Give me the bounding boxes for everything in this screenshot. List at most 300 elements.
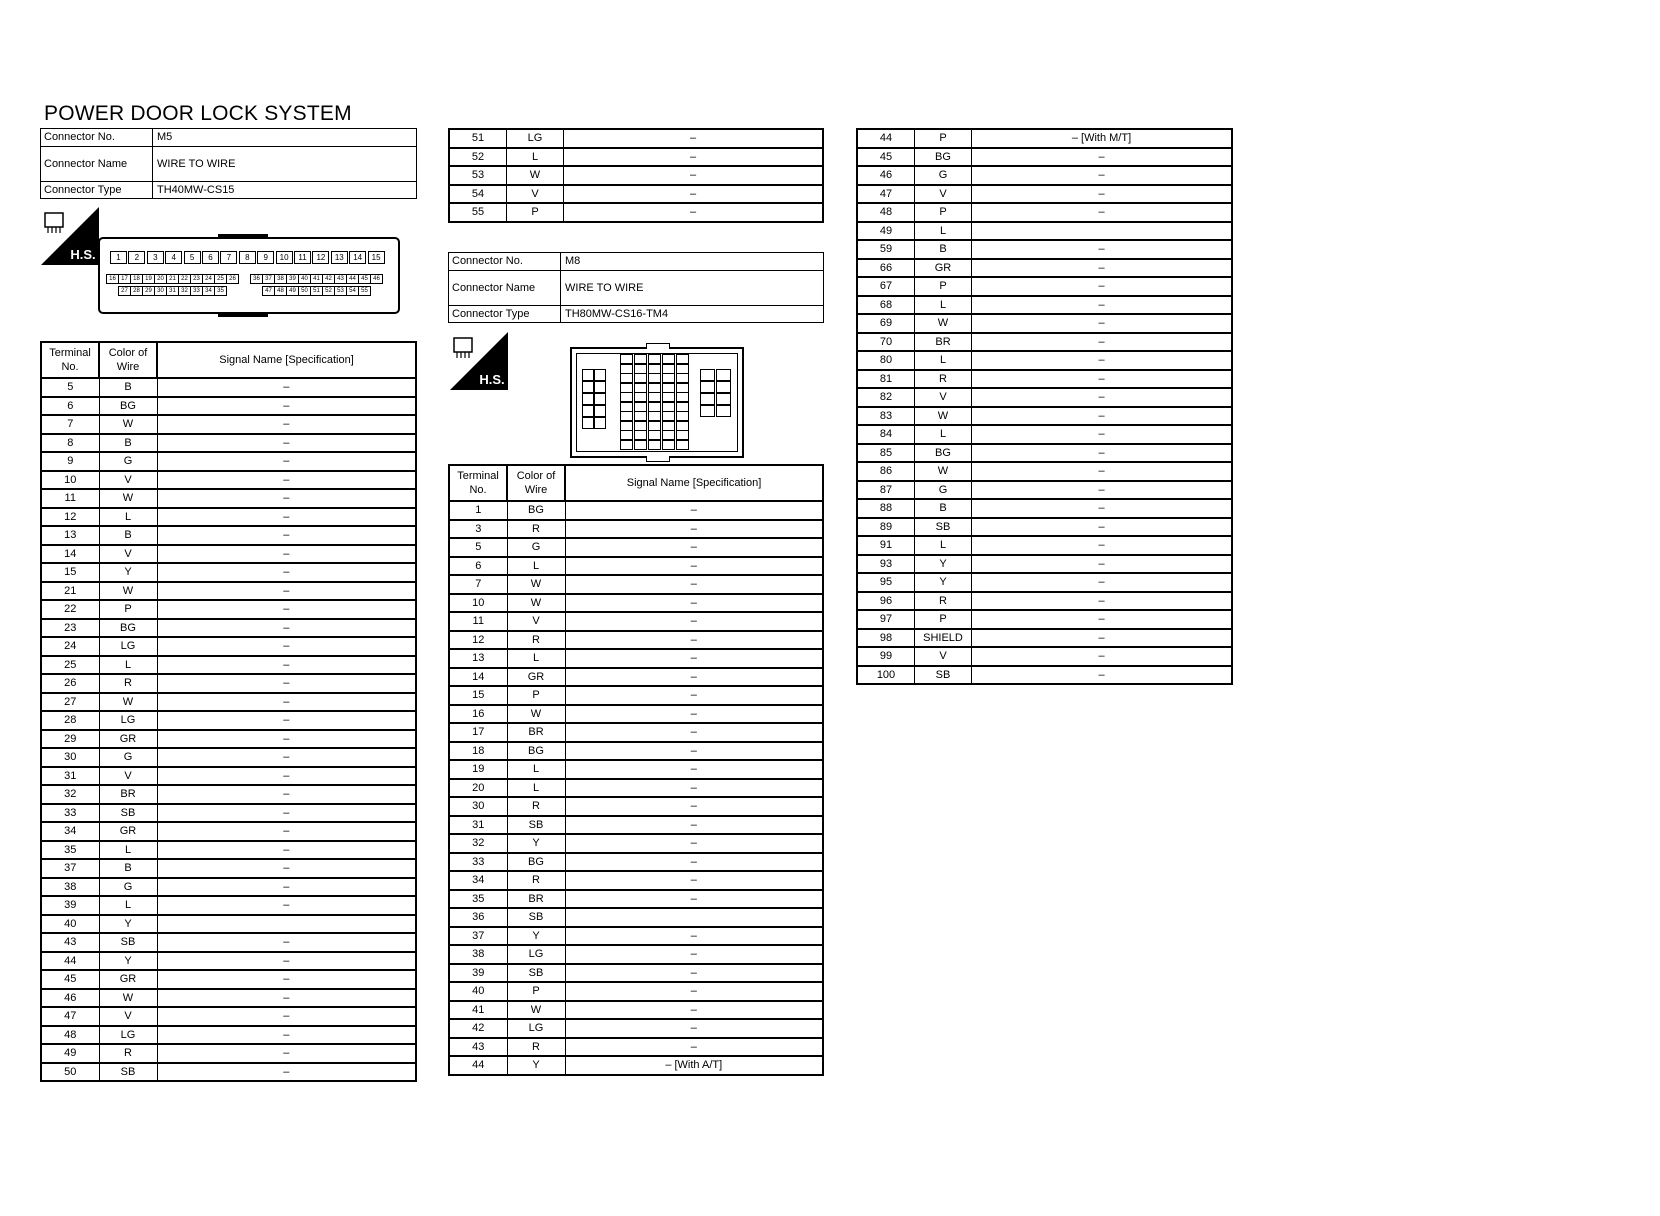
table-row: [41, 619, 416, 638]
terminal-no-cell: 100: [857, 666, 915, 685]
wire-color-header: Color of Wire: [507, 465, 565, 501]
table-row: [41, 656, 416, 675]
connector-pin: 54: [346, 286, 359, 296]
m8-connector-info: [448, 252, 824, 323]
connector-pin: 5: [184, 251, 201, 264]
wire-color-cell: L: [915, 222, 972, 241]
wire-color-cell: L: [915, 425, 972, 444]
connector-latch: [218, 234, 268, 239]
terminal-no-cell: 9: [41, 452, 99, 471]
wire-color-cell: BG: [99, 619, 157, 638]
terminal-no-header: Terminal No.: [41, 342, 99, 378]
connector-cavity: [634, 364, 647, 374]
signal-name-cell: –: [972, 259, 1233, 278]
wire-color-cell: P: [915, 610, 972, 629]
terminal-no-cell: 12: [41, 508, 99, 527]
wire-color-cell: SB: [99, 804, 157, 823]
connector-no-label: Connector No.: [449, 253, 561, 271]
connector-cavity: [634, 373, 647, 383]
wire-color-cell: GR: [99, 730, 157, 749]
connector-cavity: [620, 440, 633, 450]
signal-name-cell: –: [157, 600, 416, 619]
wire-color-cell: L: [507, 557, 565, 576]
signal-name-cell: –: [157, 656, 416, 675]
signal-name-cell: –: [972, 185, 1233, 204]
connector-pin: 52: [322, 286, 335, 296]
terminal-no-cell: 87: [857, 481, 915, 500]
m8-table-header: [449, 465, 823, 501]
connector-pin: 9: [257, 251, 274, 264]
table-row: [449, 779, 823, 798]
signal-name-cell: –: [972, 351, 1233, 370]
terminal-no-cell: 38: [41, 878, 99, 897]
signal-name-cell: –: [565, 538, 823, 557]
connector-pin: 1: [110, 251, 127, 264]
wire-color-cell: LG: [507, 1019, 565, 1038]
signal-name-cell: –: [157, 637, 416, 656]
connector-cavity: [716, 405, 731, 417]
wire-color-cell: GR: [99, 822, 157, 841]
signal-name-cell: –: [157, 508, 416, 527]
connector-cavity: [700, 405, 715, 417]
wire-color-cell: G: [99, 748, 157, 767]
table-row: [449, 203, 823, 222]
signal-name-cell: –: [565, 594, 823, 613]
wire-color-cell: R: [915, 370, 972, 389]
table-row: [41, 933, 416, 952]
signal-name-cell: –: [157, 933, 416, 952]
terminal-no-cell: 16: [449, 705, 507, 724]
connector-pin: 20: [154, 274, 167, 284]
terminal-no-cell: 5: [41, 378, 99, 397]
signal-name-cell: –: [157, 693, 416, 712]
terminal-no-cell: 37: [41, 859, 99, 878]
table-row: [857, 314, 1232, 333]
connector-cavity: [662, 392, 675, 402]
terminal-no-cell: 40: [449, 982, 507, 1001]
connector-cavity: [662, 411, 675, 421]
terminal-no-cell: 47: [41, 1007, 99, 1026]
table-row: [41, 415, 416, 434]
connector-cavity: [634, 402, 647, 412]
signal-name-cell: –: [565, 779, 823, 798]
table-row: [41, 693, 416, 712]
table-row: [857, 296, 1232, 315]
table-row: [449, 1038, 823, 1057]
wire-color-cell: L: [915, 536, 972, 555]
terminal-no-cell: 36: [449, 908, 507, 927]
connector-cavity: [648, 392, 661, 402]
connector-pin: 49: [286, 286, 299, 296]
table-row: [449, 649, 823, 668]
wire-color-cell: W: [507, 166, 564, 185]
wire-color-cell: B: [915, 240, 972, 259]
table-row: [41, 748, 416, 767]
terminal-no-cell: 55: [449, 203, 507, 222]
connector-cavity: [662, 364, 675, 374]
wire-color-cell: SB: [507, 964, 565, 983]
terminal-no-cell: 24: [41, 637, 99, 656]
connector-cavity: [676, 364, 689, 374]
connector-cavity: [662, 354, 675, 364]
signal-name-cell: –: [564, 166, 824, 185]
connector-pin: 19: [142, 274, 155, 284]
table-row: [449, 594, 823, 613]
table-row: [41, 841, 416, 860]
signal-name-cell: –: [565, 668, 823, 687]
connector-cavity: [594, 393, 606, 405]
signal-name-cell: –: [157, 452, 416, 471]
wire-color-cell: W: [915, 462, 972, 481]
wire-color-cell: L: [915, 296, 972, 315]
terminal-no-cell: 50: [41, 1063, 99, 1082]
connector-pin: 36: [250, 274, 263, 284]
wire-color-cell: P: [507, 982, 565, 1001]
signal-name-cell: –: [972, 573, 1233, 592]
m5-connector-type: TH40MW-CS15: [153, 181, 417, 199]
table-row: [857, 462, 1232, 481]
signal-name-cell: –: [157, 378, 416, 397]
connector-cavity: [676, 392, 689, 402]
wire-color-cell: Y: [99, 915, 157, 934]
table-row: [857, 555, 1232, 574]
table-row: [449, 129, 823, 148]
connector-pin: 46: [370, 274, 383, 284]
signal-name-cell: –: [972, 555, 1233, 574]
wire-color-cell: LG: [99, 1026, 157, 1045]
wire-color-cell: V: [915, 388, 972, 407]
connector-cavity: [662, 430, 675, 440]
terminal-no-cell: 7: [449, 575, 507, 594]
terminal-no-cell: 54: [449, 185, 507, 204]
wire-color-cell: V: [915, 647, 972, 666]
signal-name-cell: –: [565, 982, 823, 1001]
signal-name-cell: –: [972, 314, 1233, 333]
svg-text:H.S.: H.S.: [479, 372, 505, 387]
connector-pin: 34: [202, 286, 215, 296]
signal-name-cell: –: [157, 730, 416, 749]
table-row: [857, 666, 1232, 685]
signal-name-header: Signal Name [Specification]: [565, 465, 823, 501]
terminal-no-cell: 88: [857, 499, 915, 518]
table-row: [857, 185, 1232, 204]
connector-pin: 13: [331, 251, 348, 264]
connector-cavity: [676, 430, 689, 440]
connector-pin: 8: [239, 251, 256, 264]
wire-color-cell: R: [507, 871, 565, 890]
terminal-no-cell: 30: [41, 748, 99, 767]
connector-pin: 17: [118, 274, 131, 284]
wire-color-cell: W: [99, 489, 157, 508]
signal-name-cell: –: [972, 666, 1233, 685]
connector-cavity: [676, 373, 689, 383]
signal-name-cell: –: [565, 1019, 823, 1038]
terminal-no-cell: 49: [857, 222, 915, 241]
wire-color-cell: SHIELD: [915, 629, 972, 648]
wire-color-cell: BG: [507, 501, 565, 520]
signal-name-cell: –: [157, 1063, 416, 1082]
table-row: [449, 520, 823, 539]
connector-pin: 47: [262, 286, 275, 296]
terminal-no-cell: 18: [449, 742, 507, 761]
table-row: [449, 166, 823, 185]
terminal-no-cell: 41: [449, 1001, 507, 1020]
connector-cavity: [648, 402, 661, 412]
connector-cavity: [676, 411, 689, 421]
connector-cavity: [620, 383, 633, 393]
connector-cavity: [700, 369, 715, 381]
connector-pin: 14: [349, 251, 366, 264]
terminal-no-cell: 51: [449, 129, 507, 148]
wire-color-cell: R: [915, 592, 972, 611]
signal-name-cell: –: [564, 203, 824, 222]
signal-name-cell: –: [565, 760, 823, 779]
signal-name-cell: –: [972, 240, 1233, 259]
table-row: [449, 185, 823, 204]
connector-pin: 43: [334, 274, 347, 284]
signal-name-cell: –: [565, 742, 823, 761]
wire-color-cell: R: [99, 674, 157, 693]
connector-cavity: [620, 373, 633, 383]
terminal-no-cell: 31: [449, 816, 507, 835]
table-row: [449, 575, 823, 594]
m5-terminal-table-continued: [448, 128, 824, 223]
wire-color-cell: L: [99, 508, 157, 527]
terminal-no-cell: 96: [857, 592, 915, 611]
signal-name-cell: –: [157, 397, 416, 416]
terminal-no-cell: 35: [41, 841, 99, 860]
connector-pin: 33: [190, 286, 203, 296]
signal-name-cell: –: [565, 797, 823, 816]
table-row: [449, 742, 823, 761]
wire-color-cell: R: [507, 797, 565, 816]
m5-connector-type-row: [41, 181, 417, 199]
table-row: [41, 600, 416, 619]
table-row: [41, 804, 416, 823]
terminal-no-cell: 39: [41, 896, 99, 915]
connector-pin: 44: [346, 274, 359, 284]
connector-pin: 10: [276, 251, 293, 264]
table-row: [857, 259, 1232, 278]
signal-name-cell: –: [157, 674, 416, 693]
connector-cavity: [648, 440, 661, 450]
signal-name-cell: –: [157, 489, 416, 508]
table-row: [41, 674, 416, 693]
connector-pin: 6: [202, 251, 219, 264]
connector-pin: 27: [118, 286, 131, 296]
connector-pin: 30: [154, 286, 167, 296]
connector-cavity: [676, 402, 689, 412]
table-row: [41, 378, 416, 397]
wire-color-cell: BG: [915, 148, 972, 167]
signal-name-cell: –: [565, 686, 823, 705]
terminal-no-cell: 80: [857, 351, 915, 370]
terminal-no-cell: 14: [41, 545, 99, 564]
signal-name-cell: –: [565, 816, 823, 835]
wire-color-cell: GR: [99, 970, 157, 989]
table-row: [41, 989, 416, 1008]
wire-color-cell: V: [99, 471, 157, 490]
wire-color-cell: B: [99, 526, 157, 545]
connector-cavity: [716, 381, 731, 393]
table-row: [857, 407, 1232, 426]
wire-color-cell: W: [915, 407, 972, 426]
signal-name-cell: –: [565, 834, 823, 853]
connector-cavity: [620, 392, 633, 402]
terminal-no-cell: 49: [41, 1044, 99, 1063]
table-row: [449, 871, 823, 890]
connector-pin: 48: [274, 286, 287, 296]
table-row: [41, 859, 416, 878]
table-row: [857, 592, 1232, 611]
signal-name-cell: –: [565, 649, 823, 668]
signal-name-cell: –: [564, 129, 824, 148]
signal-name-cell: –: [157, 989, 416, 1008]
connector-pin: 35: [214, 286, 227, 296]
wire-color-cell: P: [507, 686, 565, 705]
terminal-no-cell: 15: [449, 686, 507, 705]
terminal-no-cell: 46: [857, 166, 915, 185]
connector-type-label: Connector Type: [449, 305, 561, 323]
terminal-no-cell: 11: [449, 612, 507, 631]
wire-color-cell: SB: [99, 1063, 157, 1082]
connector-cavity: [620, 411, 633, 421]
terminal-no-cell: 42: [449, 1019, 507, 1038]
connector-cavity: [634, 421, 647, 431]
signal-name-cell: –: [157, 785, 416, 804]
signal-name-cell: –: [972, 647, 1233, 666]
signal-name-cell: –: [157, 859, 416, 878]
table-row: [449, 501, 823, 520]
terminal-no-cell: 21: [41, 582, 99, 601]
table-row: [857, 166, 1232, 185]
wire-color-cell: P: [915, 129, 972, 148]
table-row: [857, 240, 1232, 259]
wire-color-cell: BR: [507, 723, 565, 742]
signal-name-cell: –: [157, 1026, 416, 1045]
signal-name-cell: –: [565, 557, 823, 576]
table-row: [41, 545, 416, 564]
terminal-no-cell: 30: [449, 797, 507, 816]
terminal-no-cell: 48: [41, 1026, 99, 1045]
table-row: [857, 388, 1232, 407]
signal-name-cell: – [With M/T]: [972, 129, 1233, 148]
connector-cavity: [620, 430, 633, 440]
terminal-no-cell: 40: [41, 915, 99, 934]
wire-color-cell: W: [507, 1001, 565, 1020]
terminal-no-cell: 68: [857, 296, 915, 315]
terminal-no-cell: 31: [41, 767, 99, 786]
terminal-no-cell: 6: [449, 557, 507, 576]
wire-color-cell: L: [507, 148, 564, 167]
connector-pin: 15: [368, 251, 385, 264]
signal-name-cell: –: [972, 277, 1233, 296]
table-row: [41, 452, 416, 471]
wire-color-cell: P: [915, 203, 972, 222]
m8-connector-name: WIRE TO WIRE: [561, 270, 824, 305]
table-row: [41, 767, 416, 786]
connector-cavity: [648, 373, 661, 383]
signal-name-cell: –: [972, 425, 1233, 444]
connector-cavity: [594, 417, 606, 429]
terminal-no-cell: 86: [857, 462, 915, 481]
table-row: [41, 508, 416, 527]
wire-color-cell: B: [99, 859, 157, 878]
table-row: [449, 834, 823, 853]
signal-name-cell: –: [565, 945, 823, 964]
terminal-no-cell: 95: [857, 573, 915, 592]
table-row: [449, 557, 823, 576]
terminal-no-cell: 69: [857, 314, 915, 333]
connector-name-label: Connector Name: [449, 270, 561, 305]
wire-color-cell: B: [99, 434, 157, 453]
signal-name-cell: –: [565, 520, 823, 539]
connector-type-label: Connector Type: [41, 181, 153, 199]
m8-connector-no-row: [449, 253, 824, 271]
terminal-no-cell: 32: [41, 785, 99, 804]
wire-color-cell: W: [99, 415, 157, 434]
table-row: [449, 982, 823, 1001]
connector-pin: 40: [298, 274, 311, 284]
wire-color-cell: BR: [915, 333, 972, 352]
connector-pin: 24: [202, 274, 215, 284]
signal-name-cell: – [With A/T]: [565, 1056, 823, 1075]
connector-pin: 42: [322, 274, 335, 284]
table-row: [857, 425, 1232, 444]
table-row: [41, 563, 416, 582]
wire-color-cell: R: [507, 520, 565, 539]
table-row: [857, 333, 1232, 352]
table-row: [41, 582, 416, 601]
terminal-no-cell: 47: [857, 185, 915, 204]
wire-color-cell: V: [507, 612, 565, 631]
terminal-no-cell: 39: [449, 964, 507, 983]
wire-color-cell: L: [99, 841, 157, 860]
connector-cavity: [594, 369, 606, 381]
wire-color-cell: R: [99, 1044, 157, 1063]
wire-color-cell: W: [507, 575, 565, 594]
table-row: [449, 908, 823, 927]
terminal-no-cell: 38: [449, 945, 507, 964]
connector-cavity: [634, 430, 647, 440]
terminal-no-cell: 93: [857, 555, 915, 574]
wire-color-cell: L: [915, 351, 972, 370]
connector-pin: 45: [358, 274, 371, 284]
signal-name-cell: –: [972, 148, 1233, 167]
table-row: [449, 890, 823, 909]
wire-color-cell: G: [99, 878, 157, 897]
wire-color-cell: W: [99, 582, 157, 601]
table-row: [449, 964, 823, 983]
terminal-no-cell: 44: [41, 952, 99, 971]
terminal-no-cell: 29: [41, 730, 99, 749]
terminal-no-cell: 66: [857, 259, 915, 278]
table-row: [857, 536, 1232, 555]
terminal-no-cell: 89: [857, 518, 915, 537]
signal-name-cell: –: [565, 612, 823, 631]
connector-cavity: [676, 421, 689, 431]
connector-pin: 28: [130, 286, 143, 296]
terminal-no-cell: 23: [41, 619, 99, 638]
m5-connector-info: [40, 128, 417, 199]
table-row: [41, 952, 416, 971]
terminal-no-cell: 11: [41, 489, 99, 508]
signal-name-cell: –: [972, 203, 1233, 222]
wire-color-cell: Y: [915, 555, 972, 574]
connector-cavity: [676, 354, 689, 364]
signal-name-cell: –: [972, 407, 1233, 426]
signal-name-cell: –: [157, 471, 416, 490]
